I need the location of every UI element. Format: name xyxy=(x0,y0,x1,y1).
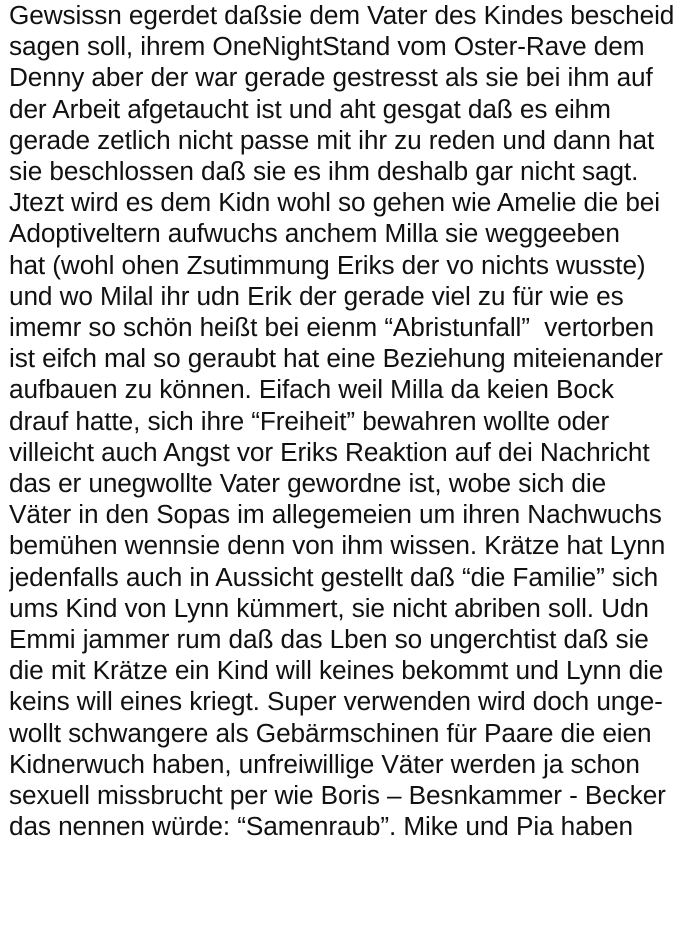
text-line: das er unegwollte Vater gewordne ist, wobe sich die xyxy=(9,468,607,499)
text-line: gerade zetlich nicht passe mit ihr zu reden und dann hat xyxy=(9,124,655,155)
text-line: sexuell missbrucht per wie Boris – Besnkammer - Becker xyxy=(9,780,666,811)
text-line: Väter in den Sopas im allegemeien um ihren Nachwuchs xyxy=(9,499,662,530)
text-line: aufbauen zu können. Eifach weil Milla da keien Bock xyxy=(9,374,614,405)
text-line: der Arbeit afgetaucht ist und aht gesgat daß es eihm xyxy=(9,93,611,124)
text-line: ums Kind von Lynn kümmert, sie nicht abriben soll. Udn xyxy=(9,592,649,623)
text-line: drauf hatte, sich ihre “Freiheit” bewahren wollte oder xyxy=(9,405,610,436)
text-line: sagen soll, ihrem OneNightStand vom Oster-Rave dem xyxy=(9,31,645,62)
text-line: jedenfalls auch in Aussicht gestellt daß “die Familie” sich xyxy=(9,561,659,592)
text-line: Adoptiveltern aufwuchs anchem Milla sie weggeeben xyxy=(9,218,620,249)
text-line: und wo Milal ihr udn Erik der gerade viel zu für wie es xyxy=(9,280,624,311)
text-line: hat (wohl ohen Zsutimmung Eriks der vo nichts wusste) xyxy=(9,249,646,280)
text-line: die mit Krätze ein Kind will keines bekommt und Lynn die xyxy=(9,655,664,686)
text-line: sie beschlossen daß sie es ihm deshalb gar nicht sagt. xyxy=(9,156,639,187)
text-line: bemühen wennsie denn von ihm wissen. Krätze hat Lynn xyxy=(9,530,666,561)
text-line: Denny aber der war gerade gestresst als sie bei ihm auf xyxy=(9,62,653,93)
text-line: villeicht auch Angst vor Eriks Reaktion auf dei Nachricht xyxy=(9,436,650,467)
body-text xyxy=(9,0,681,842)
text-line: Emmi jammer rum daß das Lben so ungerchtist daß sie xyxy=(9,624,649,655)
text-line: ist eifch mal so geraubt hat eine Beziehung miteienander xyxy=(9,343,663,374)
text-line: Gewsissn egerdet daßsie dem Vater des Kindes bescheid xyxy=(9,0,675,30)
text-line: das nennen würde: “Samenraub”. Mike und Pia haben xyxy=(9,811,633,842)
document-page xyxy=(9,0,681,940)
text-line: imemr so schön heißt bei eienm “Abristunfall” vertorben xyxy=(9,312,654,343)
text-line: Kidnerwuch haben, unfreiwillige Väter werden ja schon xyxy=(9,748,640,779)
text-line: wollt schwangere als Gebärmschinen für Paare die eien xyxy=(9,717,652,748)
text-line: Jtezt wird es dem Kidn wohl so gehen wie Amelie die bei xyxy=(9,187,660,218)
text-line: keins will eines kriegt. Super verwenden wird doch unge- xyxy=(9,686,663,717)
